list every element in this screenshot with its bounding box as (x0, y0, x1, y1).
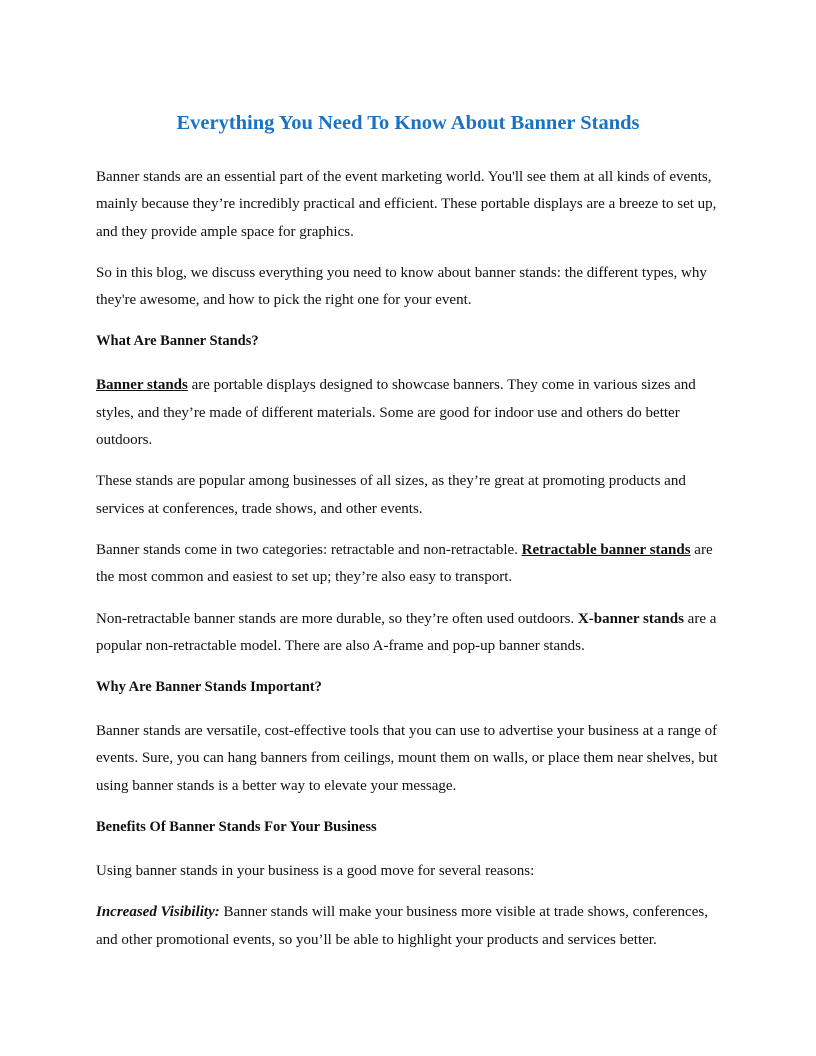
document-title: Everything You Need To Know About Banner Stands (176, 112, 640, 134)
why-paragraph-1: Banner stands are versatile, cost-effective tools that you can use to advertise your business at a range of events. Sure, you can hang banners from ceilings, mount them on walls, or place them near shelves, but using banner stands is a better way to elevate your message. (96, 723, 718, 794)
what-paragraph-2: These stands are popular among businesses of all sizes, as they’re great at promoting products and services at conferences, trade shows, and other events. (96, 473, 686, 517)
intro-paragraph-1: Banner stands are an essential part of the event marketing world. You'll see them at all kinds of events, mainly because they’re incredibly practical and efficient. These portable displays are a breeze to set up, and they provide ample space for graphics. (96, 169, 717, 240)
banner-stands-link[interactable]: Banner stands (96, 377, 188, 394)
intro-paragraph-2: So in this blog, we discuss everything you need to know about banner stands: the different types, why they're awesome, and how to pick the right one for your event. (96, 264, 707, 309)
increased-visibility-label: Increased Visibility: (96, 904, 220, 921)
what-paragraph-1 (96, 372, 720, 454)
benefits-paragraph-1: Using banner stands in your business is a good move for several reasons: (96, 863, 535, 880)
retractable-banner-stands-link[interactable]: Retractable banner stands (521, 541, 691, 558)
what-paragraph-1-text: are portable displays designed to showcase banners. They come in various sizes and styles, and they’re made of different materials. Some are good for indoor use and others do better outdoors. (96, 377, 696, 449)
what-paragraph-4-rest: are a popular non-retractable model. There are also A-frame and pop-up banner stands. (96, 610, 717, 654)
x-banner-stands-term: X-banner stands (577, 610, 684, 627)
heading-benefits: Benefits Of Banner Stands For Your Business (96, 819, 377, 836)
what-paragraph-3-rest: are the most common and easiest to set up; they’re also easy to transport. (96, 541, 713, 586)
benefits-paragraph-2-text: Banner stands will make your business more visible at trade shows, conferences, and other promotional events, so you’ll be able to highlight your products and services better. (96, 904, 708, 948)
what-paragraph-3 (96, 537, 720, 592)
what-paragraph-3-start: Banner stands come in two categories: retractable and non-retractable. (96, 541, 522, 558)
what-paragraph-4 (96, 606, 720, 661)
heading-why-important: Why Are Banner Stands Important? (96, 679, 322, 696)
document-page (96, 108, 720, 968)
heading-what-are-banner-stands: What Are Banner Stands? (96, 333, 259, 350)
what-paragraph-4-start: Non-retractable banner stands are more durable, so they’re often used outdoors. (96, 610, 578, 627)
benefits-paragraph-2 (96, 899, 720, 954)
